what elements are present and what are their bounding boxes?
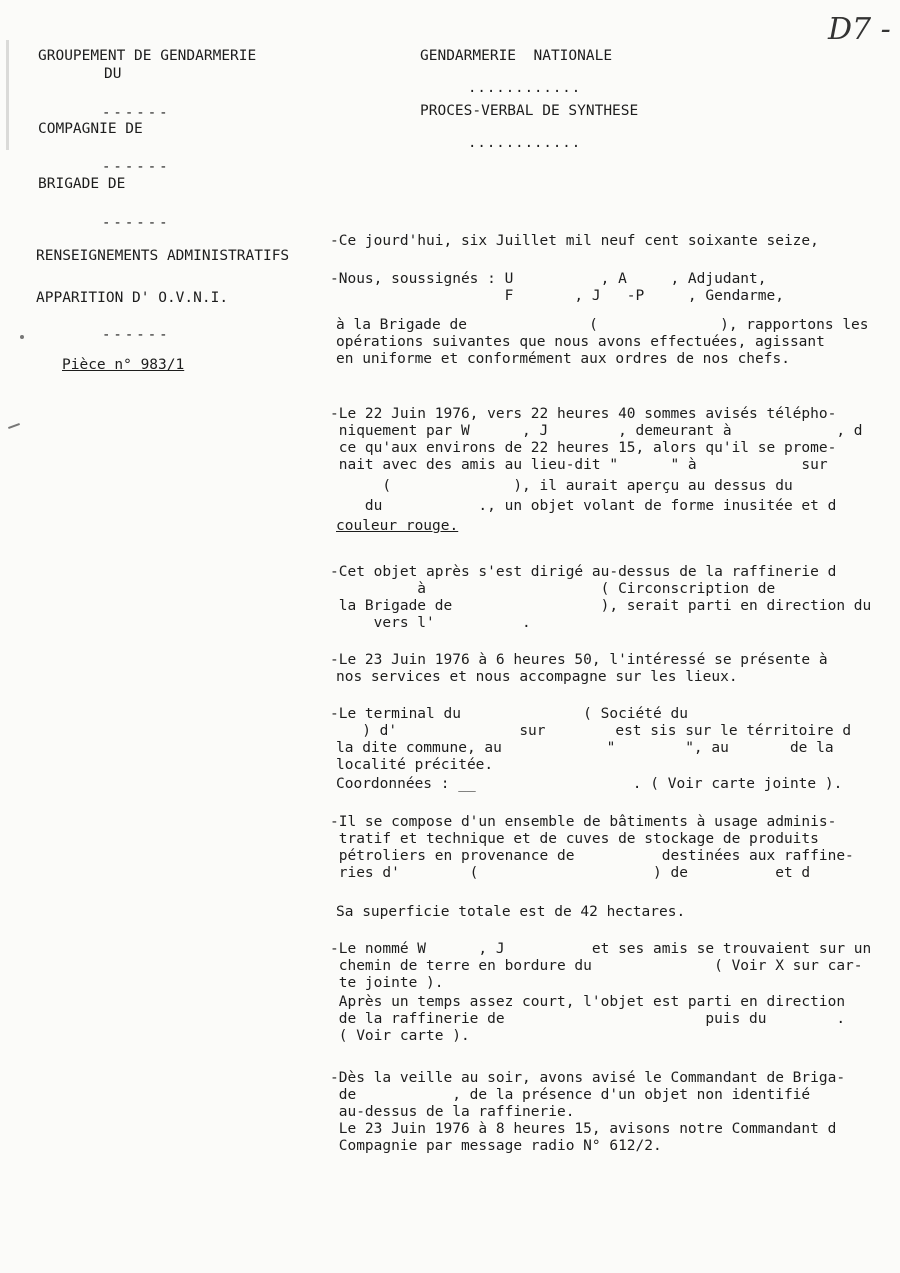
body-line: Le 23 Juin 1976 à 8 heures 15, avisons notre Commandant d — [330, 1121, 837, 1137]
body-line: nait avec des amis au lieu-dit " " à sur — [330, 457, 828, 473]
body-line: -Cet objet après s'est dirigé au-dessus de la raffinerie d — [330, 564, 837, 580]
body-line: la dite commune, au " ", au de la — [336, 740, 834, 756]
body-line: au-dessus de la raffinerie. — [330, 1104, 575, 1120]
body-line: tratif et technique et de cuves de stockage de produits — [330, 831, 819, 847]
compagnie-label: COMPAGNIE DE — [38, 121, 143, 137]
body-line: pétroliers en provenance de destinées aux raffine- — [330, 848, 854, 864]
body-line: niquement par W , J , demeurant à , d — [330, 423, 863, 439]
body-line: du ., un objet volant de forme inusitée et d — [330, 498, 837, 514]
document-title: PROCES-VERBAL DE SYNTHESE — [420, 103, 639, 119]
body-line: ce qu'aux environs de 22 heures 15, alors qu'il se prome- — [330, 440, 837, 456]
organization-title: GENDARMERIE NATIONALE — [420, 48, 613, 64]
body-line: Coordonnées : __ . ( Voir carte jointe ). — [336, 776, 843, 792]
separator-dashes: ------ — [102, 327, 171, 343]
scan-speck — [20, 335, 24, 339]
body-line: couleur rouge. — [336, 518, 459, 534]
body-line: en uniforme et conformément aux ordres de nos chefs. — [336, 351, 790, 367]
body-line: ) d' sur est sis sur le térritoire d — [336, 723, 852, 739]
corner-reference: D7 - — [828, 12, 891, 47]
binding-shadow — [6, 40, 9, 150]
separator-dashes: ------ — [102, 105, 171, 121]
body-line: ries d' ( ) de et d — [330, 865, 811, 881]
body-line: Après un temps assez court, l'objet est parti en direction — [330, 994, 846, 1010]
body-line: -Le nommé W , J et ses amis se trouvaient sur un — [330, 941, 872, 957]
body-line: à la Brigade de ( ), rapportons les — [336, 317, 869, 333]
body-line: à ( Circonscription de — [330, 581, 776, 597]
body-line: chemin de terre en bordure du ( Voir X sur car- — [330, 958, 863, 974]
piece-number: Pièce n° 983/1 — [62, 357, 185, 373]
body-line: de la raffinerie de puis du . — [330, 1011, 846, 1027]
body-line: Sa superficie totale est de 42 hectares. — [336, 904, 686, 920]
body-line: -Dès la veille au soir, avons avisé le Commandant de Briga- — [330, 1070, 846, 1086]
body-line: ( ), il aurait aperçu au dessus du — [330, 478, 793, 494]
body-line: -Le 23 Juin 1976 à 6 heures 50, l'intéressé se présente à — [330, 652, 828, 668]
dotted-separator: ............ — [468, 135, 582, 151]
body-line: ( Voir carte ). — [330, 1028, 470, 1044]
groupement-label: GROUPEMENT DE GENDARMERIE — [38, 48, 257, 64]
body-line: -Il se compose d'un ensemble de bâtiments à usage adminis- — [330, 814, 837, 830]
dotted-separator: ............ — [468, 80, 582, 96]
body-line: localité précitée. — [336, 757, 494, 773]
body-line: te jointe ). — [330, 975, 444, 991]
du-label: DU — [104, 66, 122, 82]
body-line: Compagnie par message radio N° 612/2. — [330, 1138, 662, 1154]
brigade-label: BRIGADE DE — [38, 176, 126, 192]
body-line: -Le terminal du ( Société du — [330, 706, 688, 722]
apparition-ovni-label: APPARITION D' O.V.N.I. — [36, 290, 229, 306]
body-line: vers l' . — [330, 615, 531, 631]
body-line: -Le 22 Juin 1976, vers 22 heures 40 sommes avisés télépho- — [330, 406, 837, 422]
renseignements-label: RENSEIGNEMENTS ADMINISTRATIFS — [36, 248, 290, 264]
signatories-line: -Nous, soussignés : U , A , Adjudant, — [330, 271, 767, 287]
separator-dashes: ------ — [102, 159, 171, 175]
scan-speck — [8, 423, 20, 429]
body-line: de , de la présence d'un objet non identifié — [330, 1087, 811, 1103]
date-paragraph: -Ce jourd'hui, six Juillet mil neuf cent soixante seize, — [330, 233, 819, 249]
separator-dashes: ------ — [102, 215, 171, 231]
signatories-line: F , J -P , Gendarme, — [330, 288, 784, 304]
body-line: la Brigade de ), serait parti en direction du — [330, 598, 872, 614]
body-line: opérations suivantes que nous avons effectuées, agissant — [336, 334, 825, 350]
body-line: nos services et nous accompagne sur les lieux. — [336, 669, 738, 685]
